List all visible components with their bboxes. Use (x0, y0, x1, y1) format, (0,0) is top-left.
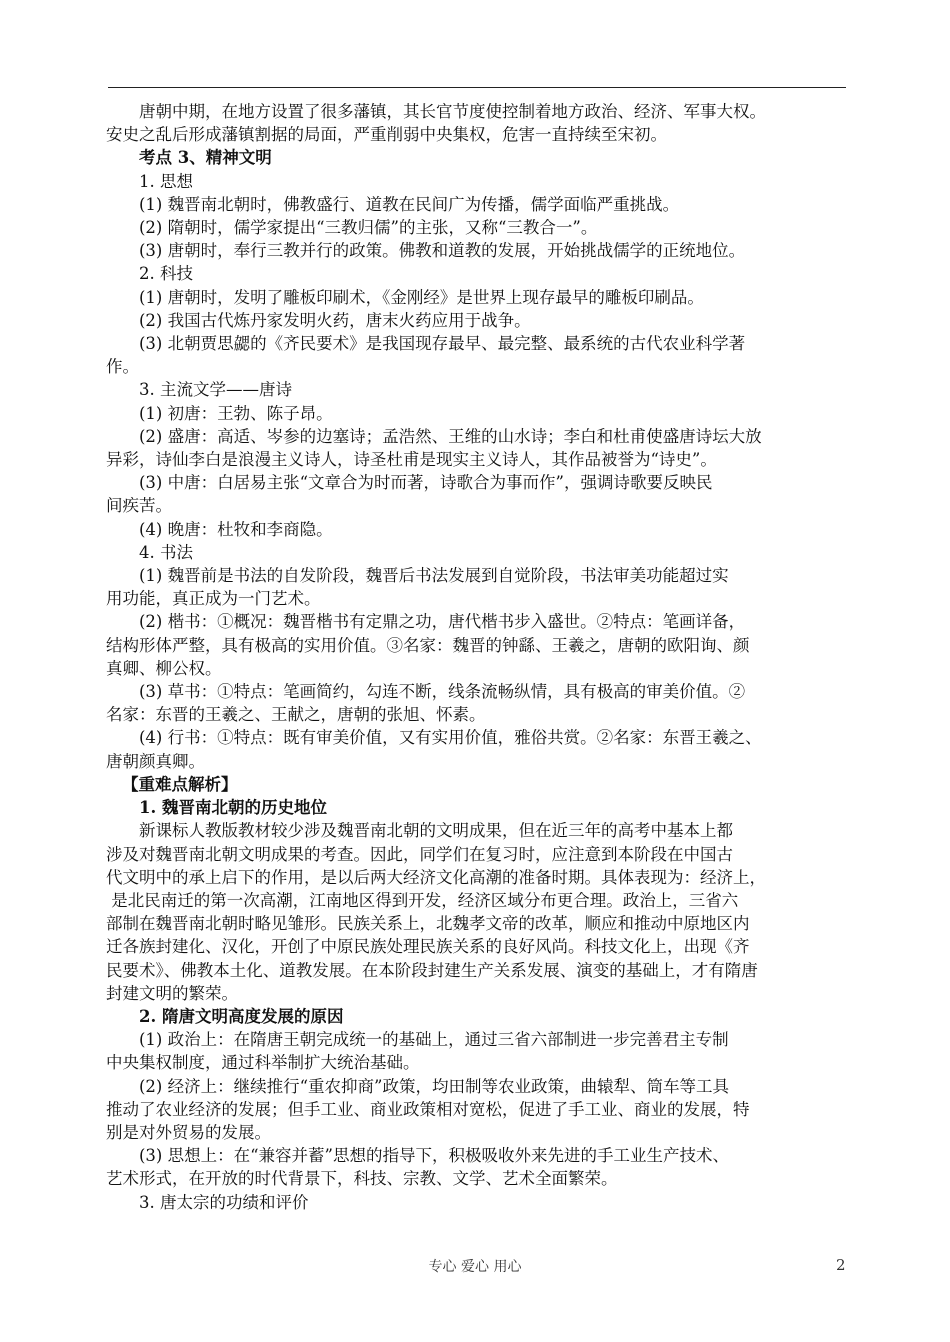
page-number: 2 (836, 1256, 846, 1274)
text-line: 封建文明的繁荣。 (106, 983, 238, 1003)
text-line: 3. 主流文学——唐诗 (139, 380, 292, 400)
text-line: 真卿、柳公权。 (106, 658, 222, 678)
page-footer: 专心 爱心 用心 (428, 1259, 522, 1275)
text-line: (2) 隋朝时，儒学家提出“三教归儒”的主张，又称“三教合一”。 (139, 218, 598, 238)
text-line: (3) 思想上：在“兼容并蓄”思想的指导下，积极吸收外来先进的手工业生产技术、 (139, 1146, 729, 1166)
text-line: (2) 楷书：①概况：魏晋楷书有定鼎之功，唐代楷书步入盛世。②特点：笔画详备， (139, 612, 746, 632)
text-line: (3) 北朝贾思勰的《齐民要术》是我国现存最早、最完整、最系统的古代农业科学著 (139, 334, 746, 354)
text-line: 部制在魏晋南北朝时略见雏形。民族关系上，北魏孝文帝的改革，顺应和推动中原地区内 (106, 914, 750, 934)
document-body (106, 100, 856, 1214)
text-line: 唐朝中期，在地方设置了很多藩镇，其长官节度使控制着地方政治、经济、军事大权。 (139, 102, 766, 121)
text-line: 【重难点解析】 (122, 774, 238, 794)
text-line: (3) 草书：①特点：笔画简约，勾连不断，线条流畅纵情，具有极高的审美价值。② (139, 682, 746, 702)
text-line: 是北民南迁的第一次高潮，江南地区得到开发，经济区域分布更合理。政治上，三省六 (106, 890, 739, 910)
text-line: 唐朝颜真卿。 (106, 751, 205, 771)
text-line: 代文明中的承上启下的作用，是以后两大经济文化高潮的准备时期。具体表现为：经济上， (106, 867, 766, 887)
text-line: (1) 唐朝时，发明了雕板印刷术，《金刚经》是世界上现存最早的雕板印刷品。 (139, 287, 704, 307)
text-line: 推动了农业经济的发展；但手工业、商业政策相对宽松，促进了手工业、商业的发展，特 (106, 1099, 750, 1119)
text-line: (4) 晚唐：杜牧和李商隐。 (139, 519, 333, 539)
text-line: (1) 魏晋南北朝时，佛教盛行、道教在民间广为传播，儒学面临严重挑战。 (139, 194, 680, 214)
text-line: 艺术形式，在开放的时代背景下，科技、宗教、文学、艺术全面繁荣。 (106, 1169, 618, 1189)
text-line: (3) 唐朝时，奉行三教并行的政策。佛教和道教的发展，开始挑战儒学的正统地位。 (139, 241, 746, 261)
text-line: (1) 魏晋前是书法的自发阶段，魏晋后书法发展到自觉阶段，书法审美功能超过实 (139, 566, 729, 586)
text-line: (4) 行书：①特点：既有审美价值，又有实用价值，雅俗共赏。②名家：东晋王羲之、 (139, 728, 762, 748)
text-line: 4. 书法 (139, 542, 193, 562)
text-line: 作。 (106, 357, 139, 377)
text-line: 新课标人教版教材较少涉及魏晋南北朝的文明成果，但在近三年的高考中基本上都 (139, 821, 733, 841)
text-line: (2) 经济上：继续推行“重农抑商”政策，均田制等农业政策，曲辕犁、筒车等工具 (139, 1076, 729, 1096)
text-line: 1. 思想 (139, 171, 193, 191)
text-line: (3) 中唐：白居易主张“文章合为时而著，诗歌合为事而作”，强调诗歌要反映民 (139, 473, 713, 493)
text-line: (2) 盛唐：高适、岑参的边塞诗；孟浩然、王维的山水诗；李白和杜甫使盛唐诗坛大放 (139, 426, 762, 446)
text-line: 迁各族封建化、汉化，开创了中原民族处理民族关系的良好风尚。科技文化上，出现《齐 (106, 937, 750, 957)
text-line: 考点 3、精神文明 (139, 148, 272, 168)
text-line: 安史之乱后形成藩镇割据的局面，严重削弱中央集权，危害一直持续至宋初。 (106, 125, 667, 145)
text-line: 1. 魏晋南北朝的历史地位 (139, 798, 327, 818)
text-line: 名家：东晋的王羲之、王献之，唐朝的张旭、怀素。 (106, 705, 486, 725)
text-line: (1) 初唐：王勃、陈子昂。 (139, 403, 333, 423)
text-line: 中央集权制度，通过科举制扩大统治基础。 (106, 1053, 420, 1073)
text-line: 结构形体严整，具有极高的实用价值。③名家：魏晋的钟繇、王羲之，唐朝的欧阳询、颜 (106, 635, 750, 655)
text-line: 异彩，诗仙李白是浪漫主义诗人，诗圣杜甫是现实主义诗人，其作品被誉为“诗史”。 (106, 450, 717, 470)
text-line: 3. 唐太宗的功绩和评价 (139, 1192, 309, 1212)
text-line: 别是对外贸易的发展。 (106, 1122, 271, 1142)
header-rule (108, 87, 846, 88)
text-line: 民要术》、佛教本土化、道教发展。在本阶段封建生产关系发展、演变的基础上，才有隋唐 (106, 960, 758, 980)
text-line: 间疾苦。 (106, 496, 172, 516)
text-line: (2) 我国古代炼丹家发明火药，唐末火药应用于战争。 (139, 310, 531, 330)
text-line: 涉及对魏晋南北朝文明成果的考查。因此，同学们在复习时，应注意到本阶段在中国古 (106, 844, 733, 864)
text-line: 2. 隋唐文明高度发展的原因 (139, 1006, 344, 1026)
text-line: 2. 科技 (139, 264, 193, 284)
text-line: (1) 政治上：在隋唐王朝完成统一的基础上，通过三省六部制进一步完善君主专制 (139, 1030, 729, 1050)
text-line: 用功能，真正成为一门艺术。 (106, 589, 321, 609)
